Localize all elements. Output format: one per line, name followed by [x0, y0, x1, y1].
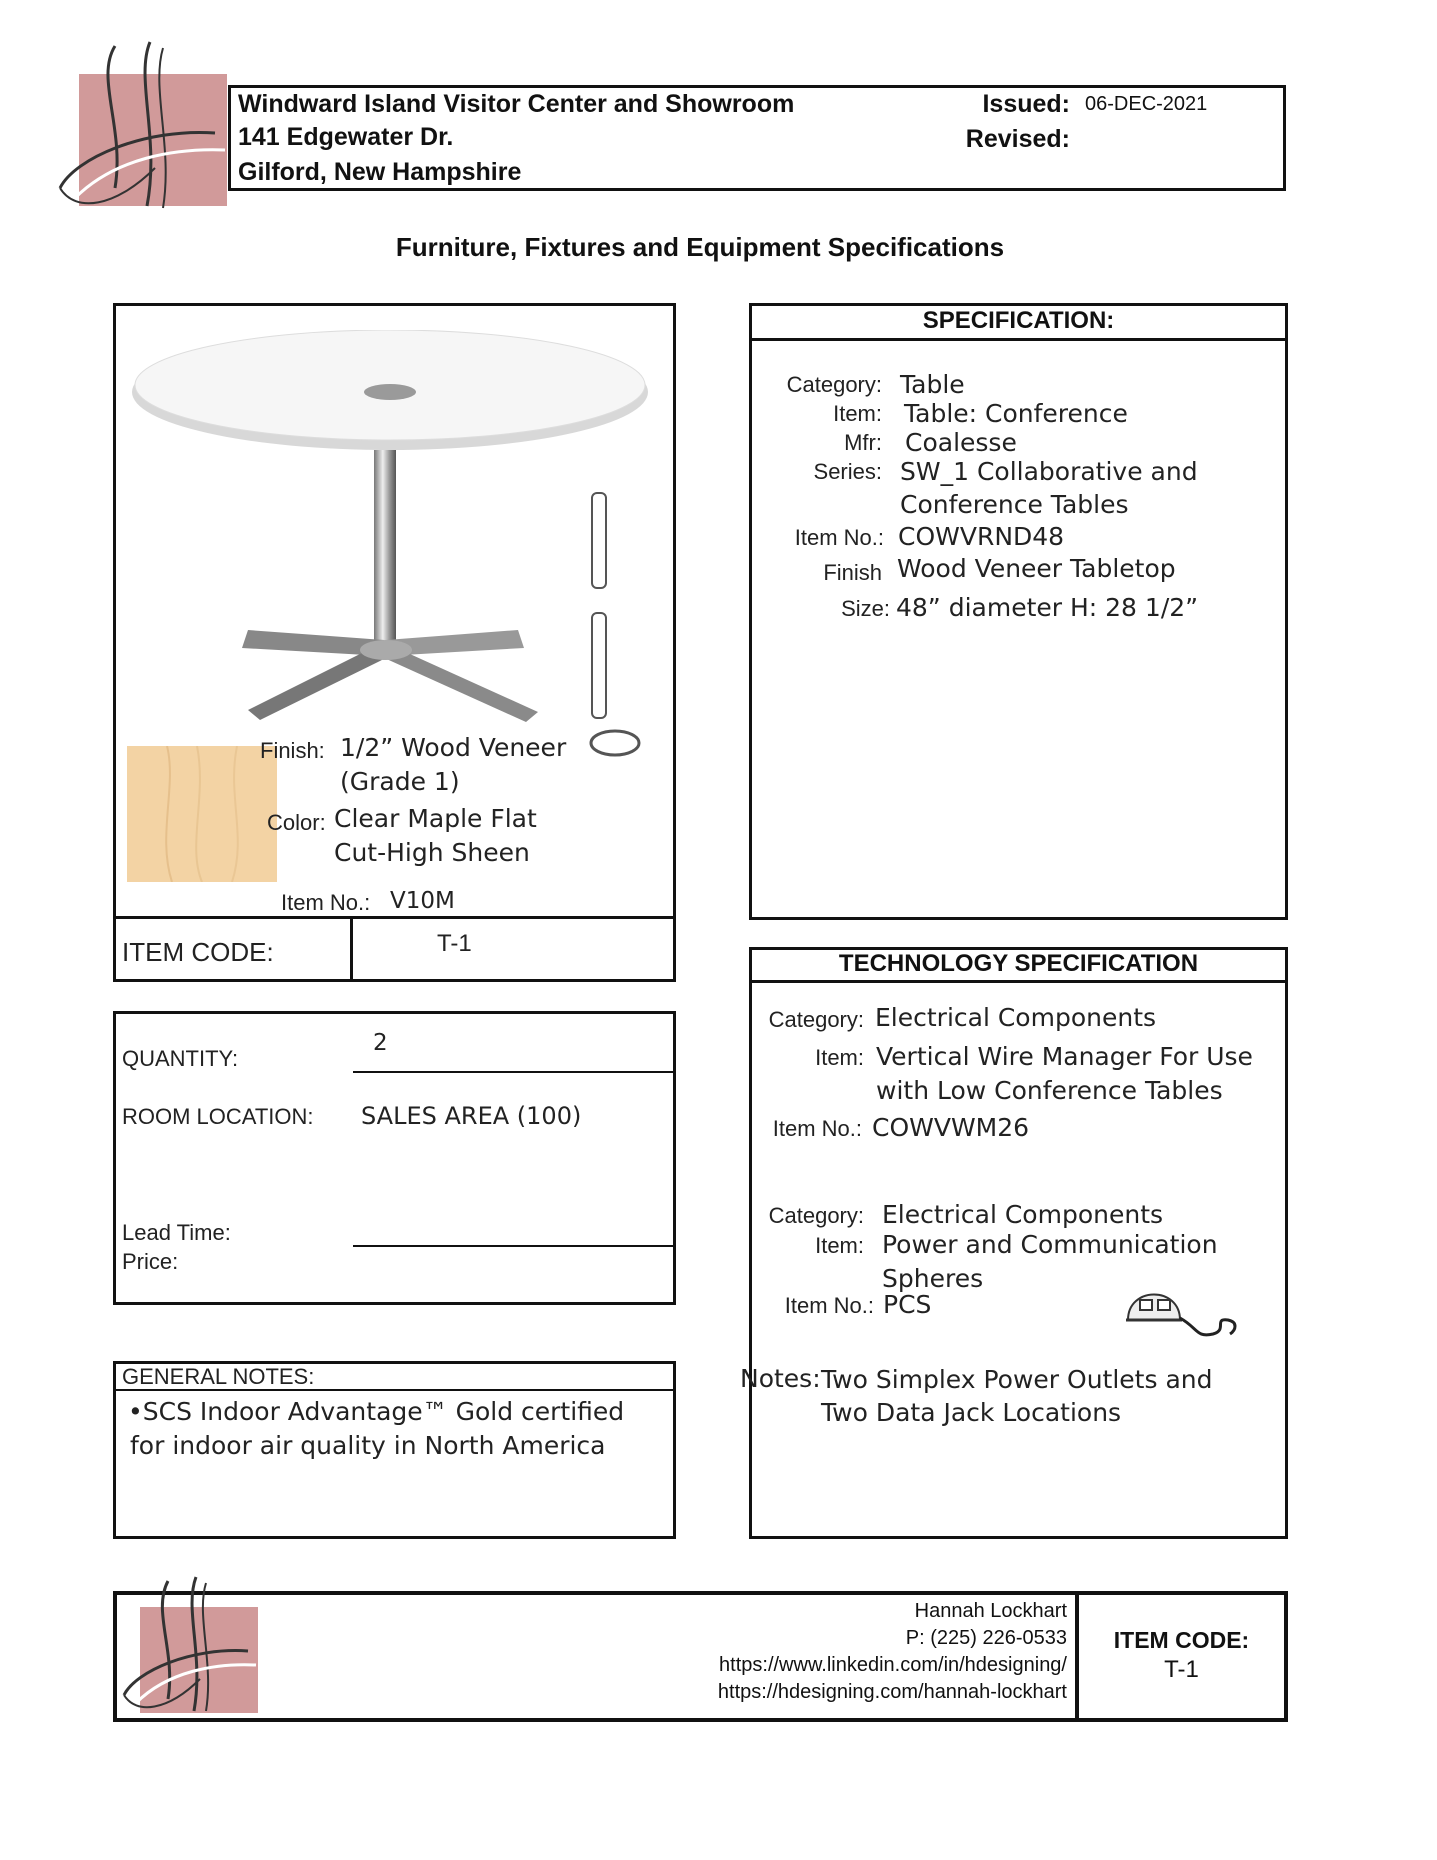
item-code-vdivider [350, 916, 353, 982]
tech-notes-value-a: Two Simplex Power Outlets and [821, 1365, 1213, 1394]
specification-title: SPECIFICATION: [922, 307, 1115, 334]
footer-item-code-value: T-1 [1164, 1656, 1199, 1683]
power-sphere-image [1118, 1268, 1243, 1343]
general-notes-line-2: for indoor air quality in North America [130, 1431, 606, 1460]
swatch-itemno-value: V10M [390, 888, 455, 914]
room-location-value: SALES AREA (100) [361, 1102, 582, 1130]
project-city: Gilford, New Hampshire [238, 158, 522, 186]
footer-name: Hannah Lockhart [914, 1600, 1067, 1622]
wire-manager-image [580, 485, 650, 765]
general-notes-title: GENERAL NOTES: [122, 1364, 315, 1389]
tech-item-2-value-b: Spheres [882, 1264, 984, 1293]
footer-item-code-label: ITEM CODE: [1113, 1627, 1250, 1653]
specification-divider [749, 338, 1288, 341]
price-label: Price: [122, 1249, 179, 1274]
tech-item-1-label: Item: [815, 1045, 864, 1070]
table-image [128, 330, 658, 730]
spec-item-value: Table: Conference [904, 399, 1128, 428]
spec-mfr-label: Mfr: [844, 430, 882, 455]
spec-series-value-2: Conference Tables [900, 490, 1129, 519]
project-address: 141 Edgewater Dr. [238, 123, 454, 151]
finish-value-2: (Grade 1) [340, 767, 460, 796]
spec-finish-label: Finish [823, 560, 882, 585]
swatch-itemno-label: Item No.: [281, 890, 371, 915]
finish-value-1: 1/2” Wood Veneer [340, 733, 567, 762]
footer-website-link[interactable]: https://hdesigning.com/hannah-lockhart [717, 1681, 1067, 1703]
technology-divider [749, 980, 1288, 983]
lead-time-underline [353, 1245, 676, 1247]
spec-size-label: Size: [841, 596, 890, 621]
revised-label: Revised: [965, 125, 1070, 153]
spec-series-label: Series: [813, 459, 882, 484]
tech-item-2-value-a: Power and Communication [882, 1230, 1218, 1259]
item-code-divider [113, 916, 676, 919]
spec-itemno-label: Item No.: [794, 525, 884, 550]
color-value-2: Cut-High Sheen [334, 838, 530, 867]
spec-size-value: 48” diameter H: 28 1/2” [896, 593, 1199, 622]
lead-time-label: Lead Time: [122, 1220, 231, 1245]
tech-itemno-1-label: Item No.: [772, 1116, 862, 1141]
issued-label: Issued: [982, 90, 1070, 118]
color-label: Color: [267, 810, 326, 835]
general-notes-line-1: •SCS Indoor Advantage™ Gold certified [128, 1397, 625, 1426]
quantity-label: QUANTITY: [122, 1046, 239, 1071]
room-location-label: ROOM LOCATION: [122, 1104, 314, 1129]
item-code-value: T-1 [437, 930, 472, 957]
footer-linkedin-link[interactable]: https://www.linkedin.com/in/hdesigning/ [719, 1654, 1067, 1676]
tech-item-1-value-b: with Low Conference Tables [876, 1076, 1223, 1105]
spec-mfr-value: Coalesse [905, 428, 1017, 457]
issued-date: 06-DEC-2021 [1085, 93, 1208, 115]
project-name: Windward Island Visitor Center and Showroom [238, 90, 795, 118]
tech-notes-value-b: Two Data Jack Locations [821, 1398, 1122, 1427]
tech-itemno-1-value: COWVWM26 [872, 1113, 1030, 1142]
footer-phone: P: (225) 226-0533 [905, 1627, 1067, 1649]
wood-swatch [127, 746, 277, 882]
finish-label: Finish: [260, 738, 325, 763]
tech-item-1-value-a: Vertical Wire Manager For Use [876, 1042, 1253, 1071]
spec-item-label: Item: [833, 401, 882, 426]
tech-category-1-label: Category: [768, 1007, 864, 1032]
technology-title: TECHNOLOGY SPECIFICATION [838, 950, 1199, 977]
spec-itemno-value: COWVRND48 [898, 522, 1065, 551]
tech-category-2-label: Category: [768, 1203, 864, 1228]
page-title: Furniture, Fixtures and Equipment Specifications [395, 232, 1005, 262]
spec-series-value-1: SW_1 Collaborative and [900, 457, 1198, 486]
footer-logo [120, 1575, 265, 1715]
logo [55, 38, 235, 213]
spec-category-label: Category: [786, 372, 882, 397]
tech-category-1-value: Electrical Components [875, 1003, 1157, 1032]
tech-item-2-label: Item: [815, 1233, 864, 1258]
quantity-underline [353, 1071, 676, 1073]
tech-category-2-value: Electrical Components [882, 1200, 1164, 1229]
tech-itemno-2-value: PCS [883, 1290, 932, 1319]
color-value-1: Clear Maple Flat [334, 804, 537, 833]
quantity-value: 2 [373, 1030, 388, 1056]
tech-itemno-2-label: Item No.: [784, 1293, 874, 1318]
item-code-label: ITEM CODE: [122, 937, 274, 967]
spec-finish-value: Wood Veneer Tabletop [897, 554, 1176, 583]
spec-category-value: Table [900, 370, 965, 399]
tech-notes-label: Notes: [740, 1364, 821, 1393]
